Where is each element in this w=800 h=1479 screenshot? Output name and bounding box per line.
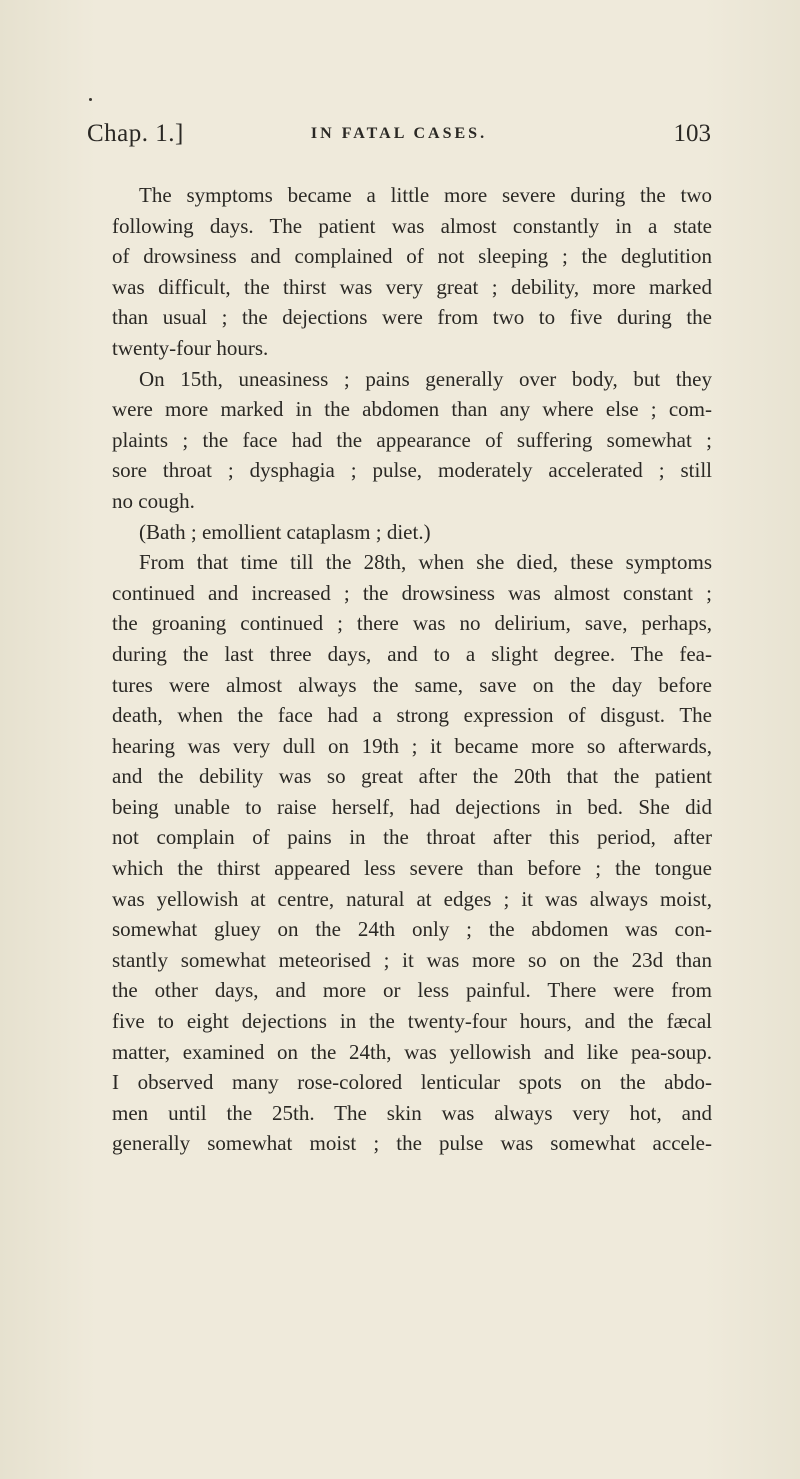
text-line: and the debility was so great after the 20th that the patient [112, 764, 712, 789]
text-line: five to eight dejections in the twenty-four hours, and the fæcal [112, 1009, 712, 1034]
text-line: not complain of pains in the throat after this period, after [112, 825, 712, 850]
text-line: matter, examined on the 24th, was yellowish and like pea-soup. [112, 1039, 712, 1064]
text-line: being unable to raise herself, had dejections in bed. She did [112, 794, 712, 819]
text-line: than usual ; the dejections were from two to five during the [112, 305, 712, 330]
ink-speck [89, 98, 92, 101]
text-line: the other days, and more or less painful. There were from [112, 978, 712, 1003]
text-line: the groaning continued ; there was no delirium, save, perhaps, [112, 611, 712, 636]
text-line: during the last three days, and to a slight degree. The fea- [112, 641, 712, 666]
text-line: (Bath ; emollient cataplasm ; diet.) [139, 519, 431, 544]
text-line: From that time till the 28th, when she died, these symptoms [139, 550, 712, 575]
text-line: men until the 25th. The skin was always very hot, and [112, 1100, 712, 1125]
text-line: no cough. [112, 488, 195, 513]
text-line: On 15th, uneasiness ; pains generally over body, but they [139, 366, 712, 391]
running-title: IN FATAL CASES. [310, 125, 488, 142]
text-line: were more marked in the abdomen than any where else ; com- [112, 397, 712, 422]
text-line: was yellowish at centre, natural at edges ; it was always moist, [112, 886, 712, 911]
body-text [112, 180, 712, 1159]
text-line: generally somewhat moist ; the pulse was somewhat accele- [112, 1131, 712, 1156]
text-line: The symptoms became a little more severe during the two [139, 183, 712, 207]
text-line: twenty-four hours. [112, 335, 269, 360]
text-line: I observed many rose-colored lenticular spots on the abdo- [112, 1070, 712, 1095]
text-line: sore throat ; dysphagia ; pulse, moderately accelerated ; still [112, 458, 712, 483]
text-line: following days. The patient was almost constantly in a state [112, 213, 712, 238]
text-line: was difficult, the thirst was very great ; debility, more marked [112, 274, 712, 299]
running-header [87, 120, 711, 160]
text-line: somewhat gluey on the 24th only ; the abdomen was con- [112, 917, 712, 942]
text-line: continued and increased ; the drowsiness was almost constant ; [112, 580, 712, 605]
text-line: of drowsiness and complained of not sleeping ; the deglutition [112, 244, 712, 269]
text-line: death, when the face had a strong expression of disgust. The [112, 703, 712, 728]
chapter-label: Chap. 1.] [87, 120, 184, 147]
text-line: tures were almost always the same, save on the day before [112, 672, 712, 697]
text-line: stantly somewhat meteorised ; it was more so on the 23d than [112, 947, 712, 972]
text-line: hearing was very dull on 19th ; it became more so afterwards, [112, 733, 712, 758]
text-line: which the thirst appeared less severe than before ; the tongue [112, 856, 712, 881]
page-number: 103 [673, 120, 711, 147]
text-line: plaints ; the face had the appearance of suffering somewhat ; [112, 427, 712, 452]
